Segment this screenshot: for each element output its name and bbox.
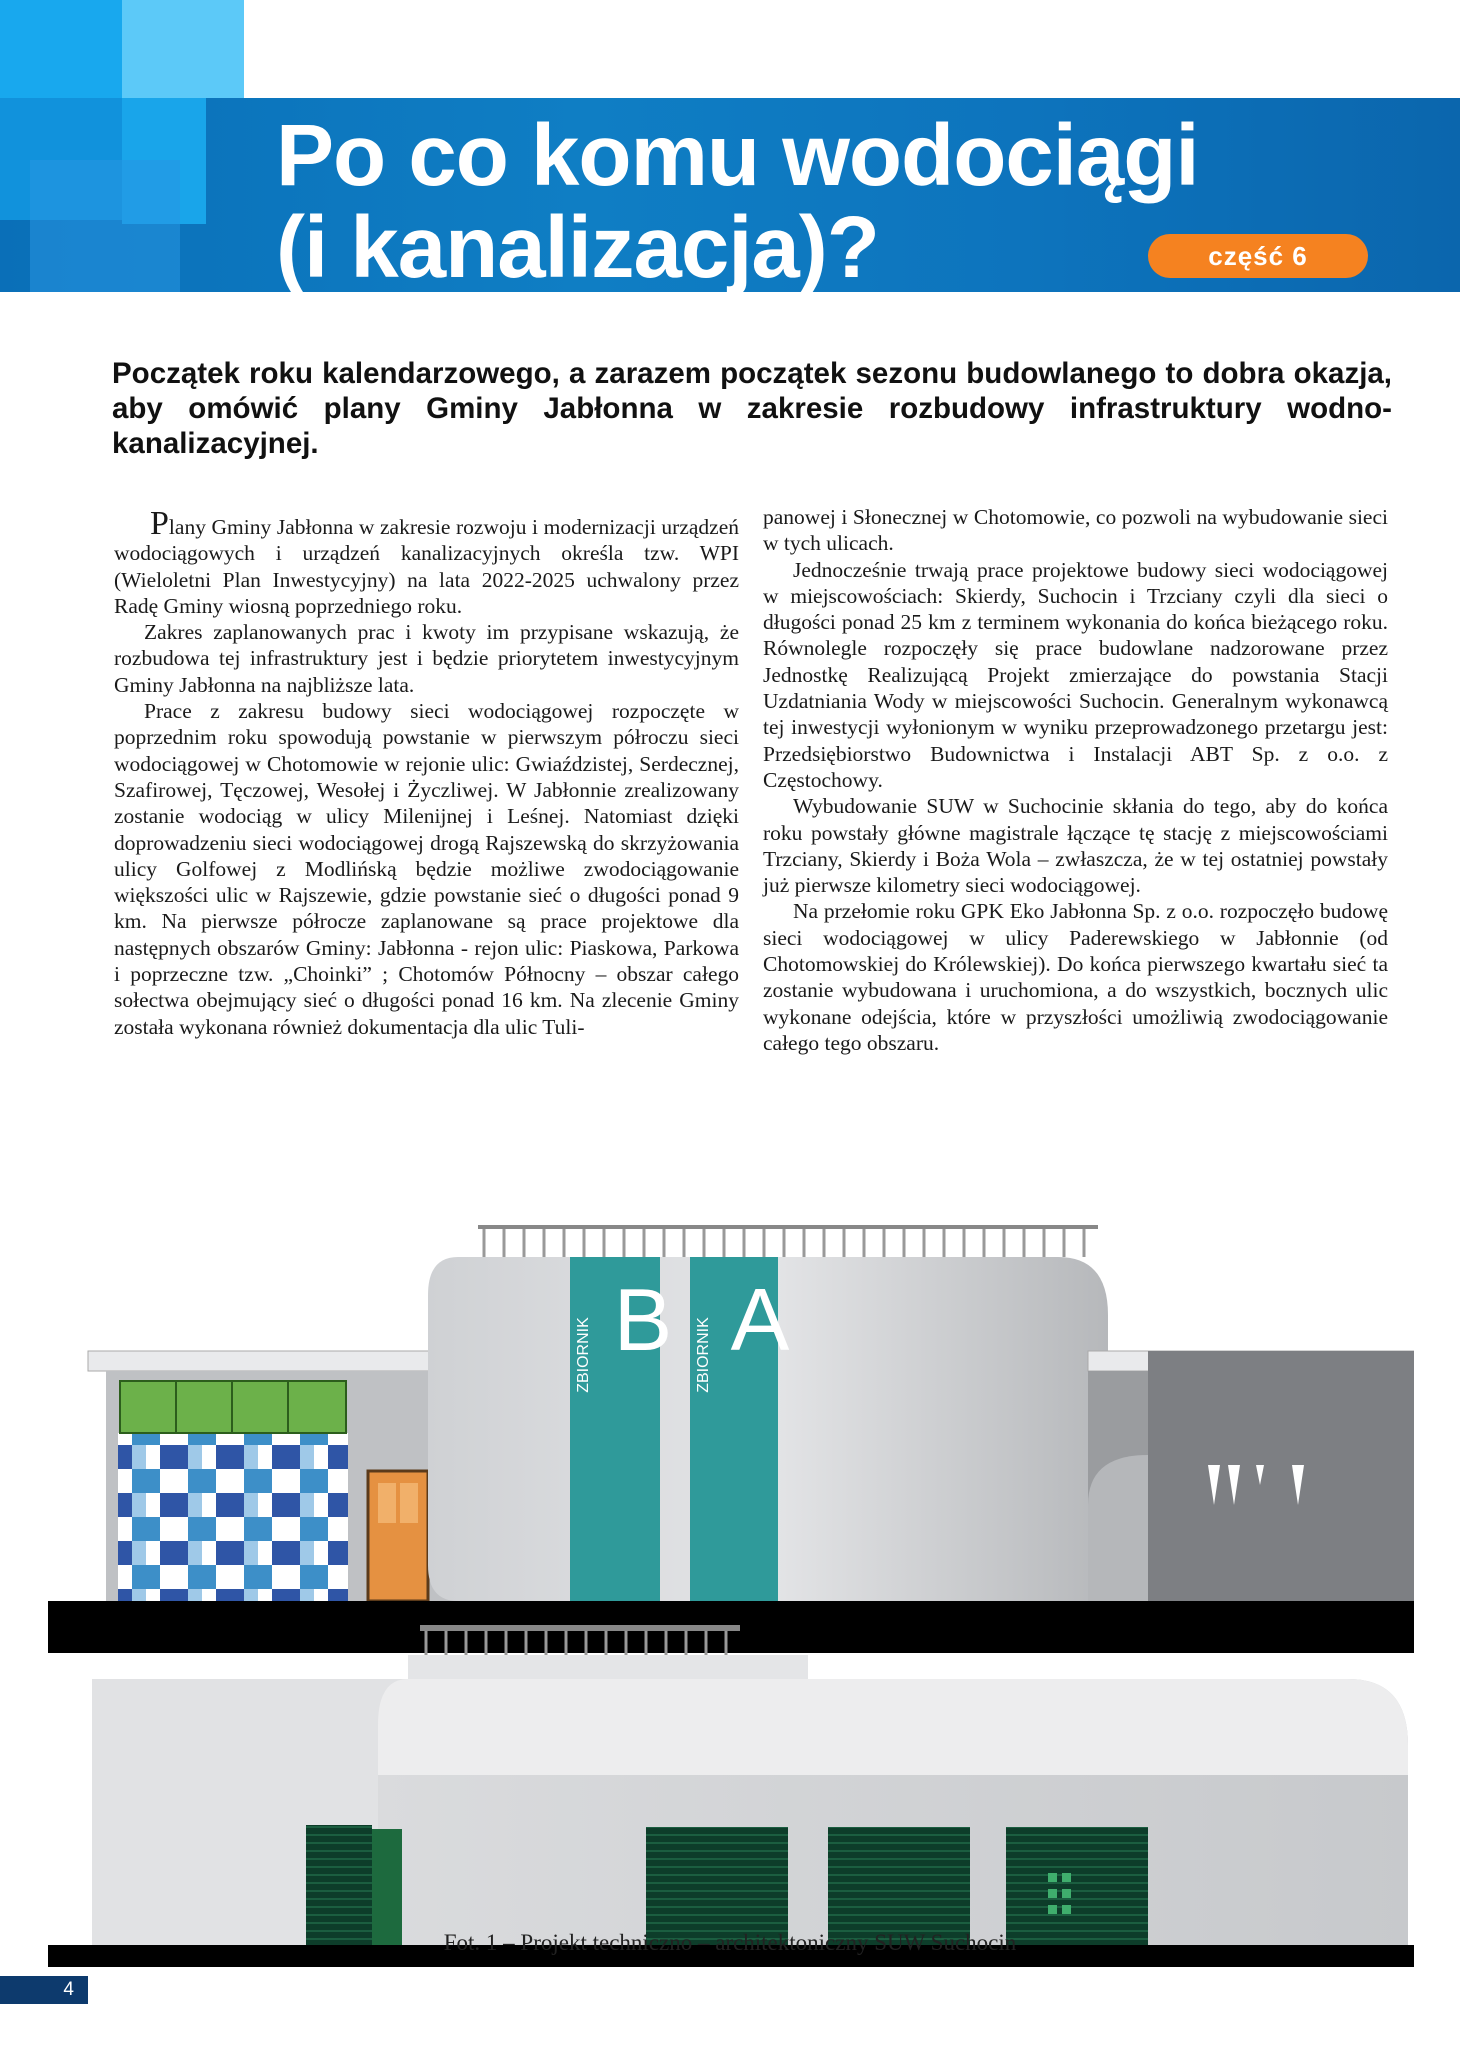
paragraph: Na przełomie roku GPK Eko Jabłonna Sp. z o.o. rozpoczęło budowę sieci wodociągowej w ulicy Paderewskiego w Jabłonnie (od Chotomowskiej do Królewskiej). Do końca pierwszego kwartału sieć ta zostanie wybudowana i uruchomiona, a do wszystkich, bocznych ulic wykonane odejścia, które w przyszłości umożliwią zwodociągowanie całego tego obszaru.	[763, 899, 1388, 1055]
tank-a-label: ZBIORNIK	[695, 1317, 712, 1393]
paragraph-text: lany Gminy Jabłonna w zakresie rozwoju i modernizacji urządzeń wodociągowych i urządzeń kanalizacyjnych określa tzw. WPI (Wieloletni Plan Inwestycyjny) na lata 2022-2025 uchwalony przez Radę Gminy wiosną poprzedniego roku.	[114, 515, 739, 618]
tiled-wall	[118, 1433, 348, 1601]
paragraph: Prace z zakresu budowy sieci wodociągowej rozpoczęte w poprzednim roku spowodują powstanie w pierwszym półroczu sieci wodociągowej w Chotomowie w rejonie ulic: Gwiaździstej, Serdecznej, Szafirowej, Tęczowej, Wesołej i Życzliwej. W Jabłonnie zrealizowany zostanie wodociąg w ulicy Milenijnej i Leśnej. Natomiast dzięki doprowadzeniu sieci wodociągowej drogą Rajszewską do skrzyżowania ulicy Golfowej z Modlińską będzie możliwe zwodociągowanie większości ulic w Rajszewie, gdzie powstanie sieć o długości ponad 9 km. Na pierwsze półrocze zaplanowane są prace projektowe dla następnych obszarów Gminy: Jabłonna - rejon ulic: Piaskowa, Parkowa i poprzeczne tzw. „Choinki” ; Chotomów Północny – obszar całego sołectwa obejmujący sieć o długości ponad 16 km. Na zlecenie Gminy została wykonana również dokumentacja dla ulic Tuli-	[114, 699, 739, 1039]
window	[1006, 1827, 1148, 1945]
elevation-top	[48, 1225, 1414, 1653]
window	[646, 1827, 788, 1945]
tank-b-letter: B	[613, 1270, 673, 1369]
elevation-bottom	[48, 1625, 1414, 1967]
gate	[306, 1825, 372, 1945]
article-column-right	[763, 504, 1388, 1056]
title-line-1: Po co komu wodociągi	[276, 107, 1199, 204]
tank-a-letter: A	[730, 1270, 790, 1369]
door	[368, 1471, 428, 1601]
paragraph: Wybudowanie SUW w Suchocinie skłania do tego, aby do końca roku powstały główne magistrale łączące tę stację z miejscowościami Trzciany, Skierdy i Boża Wola – zwłaszcza, że w tej ostatniej powstały już pierwsze kilometry sieci wodociągowej.	[763, 794, 1388, 898]
page-number: 4	[0, 1976, 88, 2004]
paragraph: Jednocześnie trwają prace projektowe budowy sieci wodociągowej w miejscowościach: Skierdy, Suchocin i Trzciany czyli dla sieci o długości ponad 25 km z terminem wykonania do końca bieżącego roku. Równolegle rozpoczęły się prace budowlane nadzorowane przez Jednostkę Realizującą Projekt zmierzające do powstania Stacji Uzdatniania Wody w miejscowości Suchocin. Generalnym wykonawcą tej inwestycji wyłonionym w wyniku przeprowadzonego przetargu jest: Przedsiębiorstwo Budownictwa i Instalacji ABT Sp. z o.o. z Częstochowy.	[763, 557, 1388, 792]
paragraph	[114, 505, 739, 619]
part-badge: część 6	[1148, 234, 1368, 278]
decor-square	[30, 160, 180, 292]
drop-cap: P	[150, 505, 169, 542]
decor-square	[0, 0, 122, 98]
window	[828, 1827, 970, 1945]
paragraph: Zakres zaplanowanych prac i kwoty im przypisane wskazują, że rozbudowa tej infrastruktury jest i będzie priorytetem inwestycyjnym Gminy Jabłonna na najbliższe lata.	[114, 620, 739, 697]
title-line-2: (i kanalizacja)?	[276, 199, 879, 296]
building-elevations	[48, 1205, 1414, 2005]
article-column-left	[114, 505, 739, 1040]
figure-caption: Fot. 1 – Projekt techniczno – architektoniczny SUW Suchocin	[443, 1930, 1017, 1955]
tank-b-label: ZBIORNIK	[575, 1317, 592, 1393]
architectural-figure	[48, 1205, 1414, 2005]
lead-paragraph: Początek roku kalendarzowego, a zarazem początek sezonu budowlanego to dobra okazja, aby omówić plany Gminy Jabłonna w zakresie rozbudowy infrastruktury wodno-kanalizacyjnej.	[112, 357, 1392, 460]
decor-square	[122, 0, 244, 98]
paragraph: panowej i Słonecznej w Chotomowie, co pozwoli na wybudowanie sieci w tych ulicach.	[763, 505, 1388, 556]
